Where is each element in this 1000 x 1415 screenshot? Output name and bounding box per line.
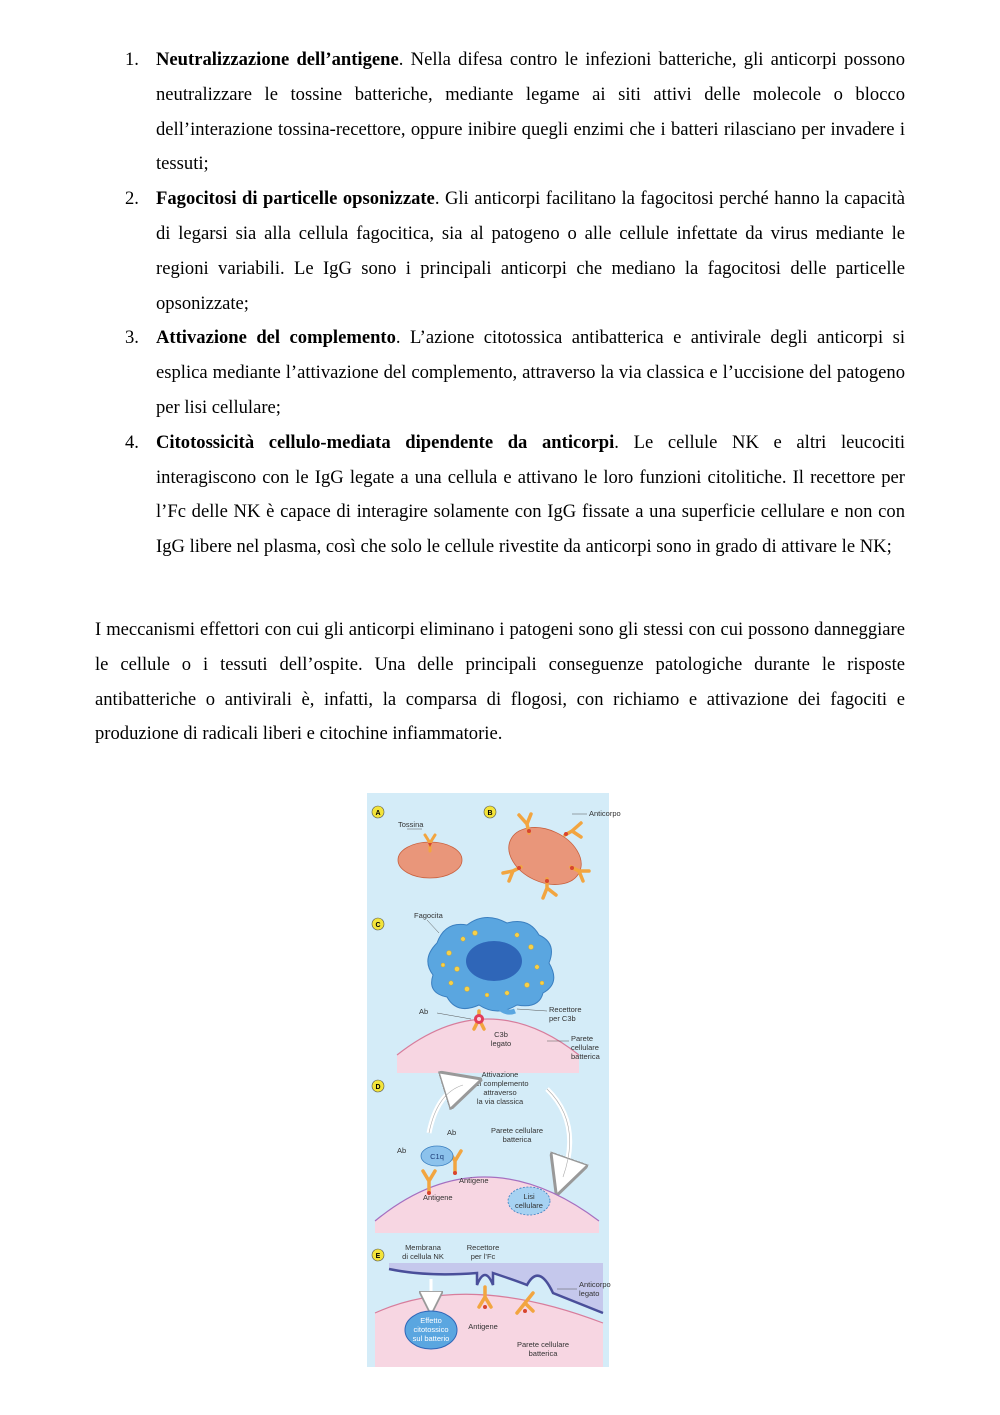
body-paragraph: I meccanismi effettori con cui gli anticorpi eliminano i patogeni sono gli stessi con cui possono danneggiare le cellule o i tessuti dell’ospite. Una delle principali conseguenze patologiche durante le risposte antibatteriche o antivirali è, infatti, la comparsa di flogosi, con richiamo e attivazione dei fagociti e produzione di radicali liberi e citochine infiammatorie. — [95, 619, 905, 745]
effect-label-3: sul batterio — [412, 1334, 450, 1343]
panel-letter: B — [487, 810, 493, 817]
item-title: Attivazione del complemento — [156, 327, 396, 349]
c3b-label-1: C3b — [494, 1030, 508, 1039]
item-text: . L’azione citotossica antibatterica e antivirale degli anticorpi si esplica mediante l’attivazione del complemento, attraverso la via classica e l’uccisione del patogeno per lisi cellulare; — [156, 327, 905, 418]
lysis-label-2: cellulare — [515, 1201, 543, 1210]
phagocyte-label: Fagocita — [414, 911, 443, 920]
list-item — [95, 321, 905, 425]
activation-label-3: attraverso — [483, 1088, 517, 1097]
antigen-label-2: Antigene — [423, 1193, 453, 1202]
item-title: Citotossicità cellulo-mediata dipendente da anticorpi — [156, 431, 615, 453]
c1q-label: C1q — [430, 1152, 444, 1161]
antibody-label: Anticorpo — [589, 809, 621, 818]
ab-label-2: Ab — [447, 1128, 457, 1137]
phagocyte-nucleus — [466, 941, 522, 981]
item-text: . Gli anticorpi facilitano la fagocitosi perché hanno la capacità di legarsi sia alla cellula fagocitica, sia al patogeno o alle cellule infettate da virus mediante le regioni variabili. Le IgG sono i principali anticorpi che mediano la fagocitosi delle particelle opsonizzate; — [156, 188, 905, 314]
lysis-label-1: Lisi — [523, 1192, 535, 1201]
item-number: 4. — [125, 431, 139, 453]
nk-membrane-label-2: di cellula NK — [402, 1252, 444, 1261]
activation-label-4: la via classica — [476, 1097, 524, 1106]
item-title: Fagocitosi di particelle opsonizzate — [156, 188, 435, 210]
c3b-receptor-label-1: Recettore — [549, 1005, 582, 1014]
antigen-label-1: Antigene — [459, 1176, 489, 1185]
fc-receptor-label-2: per l’Fc — [470, 1252, 496, 1261]
wall-label-3: batterica — [571, 1052, 600, 1061]
ab-label: Ab — [419, 1007, 429, 1016]
antibody-mechanisms-figure — [367, 793, 621, 1367]
item-number: 3. — [125, 327, 139, 349]
panel-letter: A — [375, 810, 381, 817]
c3b-label-2: legato — [490, 1039, 512, 1048]
panel-letter: D — [375, 1084, 381, 1091]
wall-e-label-1: Parete cellulare — [516, 1340, 570, 1349]
bound-antibody-label-1: Anticorpo — [579, 1280, 611, 1289]
wall-e-label-2: batterica — [528, 1349, 558, 1358]
item-number: 1. — [125, 49, 139, 70]
wall-d-label-1: Parete cellulare — [490, 1126, 544, 1135]
c3b-receptor-label-2: per C3b — [549, 1014, 576, 1023]
list-item — [95, 43, 905, 182]
bound-antibody-label-2: legato — [579, 1289, 600, 1298]
list-item — [95, 426, 905, 565]
item-title: Neutralizzazione dell’antigene — [156, 49, 399, 70]
effect-label-1: Effetto — [420, 1316, 442, 1325]
wall-label-2: cellulare — [571, 1043, 599, 1052]
effector-list — [95, 43, 905, 565]
item-number: 2. — [125, 188, 139, 210]
effect-label-2: citotossico — [413, 1325, 449, 1334]
toxin-label: Tossina — [398, 820, 424, 829]
panel-letter: C — [375, 922, 381, 929]
panel-letter: E — [375, 1253, 381, 1260]
activation-label-2: del complemento — [471, 1079, 529, 1088]
ab-label-1: Ab — [397, 1146, 407, 1155]
fc-receptor-label-1: Recettore — [466, 1243, 500, 1252]
item-text: . Nella difesa contro le infezioni batteriche, gli anticorpi possono neutralizzare le tossine batteriche, mediante legame ai siti attivi delle molecole o blocco dell’interazione tossina-recettore, oppure inibire quegli enzimi che i batteri rilasciano per invadere i tessuti; — [156, 49, 905, 175]
list-item — [95, 182, 905, 321]
wall-label-1: Parete — [571, 1034, 594, 1043]
antigen-e-label: Antigene — [468, 1322, 498, 1331]
item-text: . Le cellule NK e altri leucociti interagiscono con le IgG legate a una cellula e attivano le loro funzioni citolitiche. Il recettore per l’Fc delle NK è capace di interagire solamente con IgG fissate a una superficie cellulare e non con IgG libere nel plasma, così che solo le cellule rivestite da anticorpi sono in grado di attivare le NK; — [156, 431, 905, 558]
wall-d-label-2: batterica — [502, 1135, 532, 1144]
activation-label-1: Attivazione — [481, 1070, 519, 1079]
nk-membrane-label-1: Membrana — [405, 1243, 441, 1252]
